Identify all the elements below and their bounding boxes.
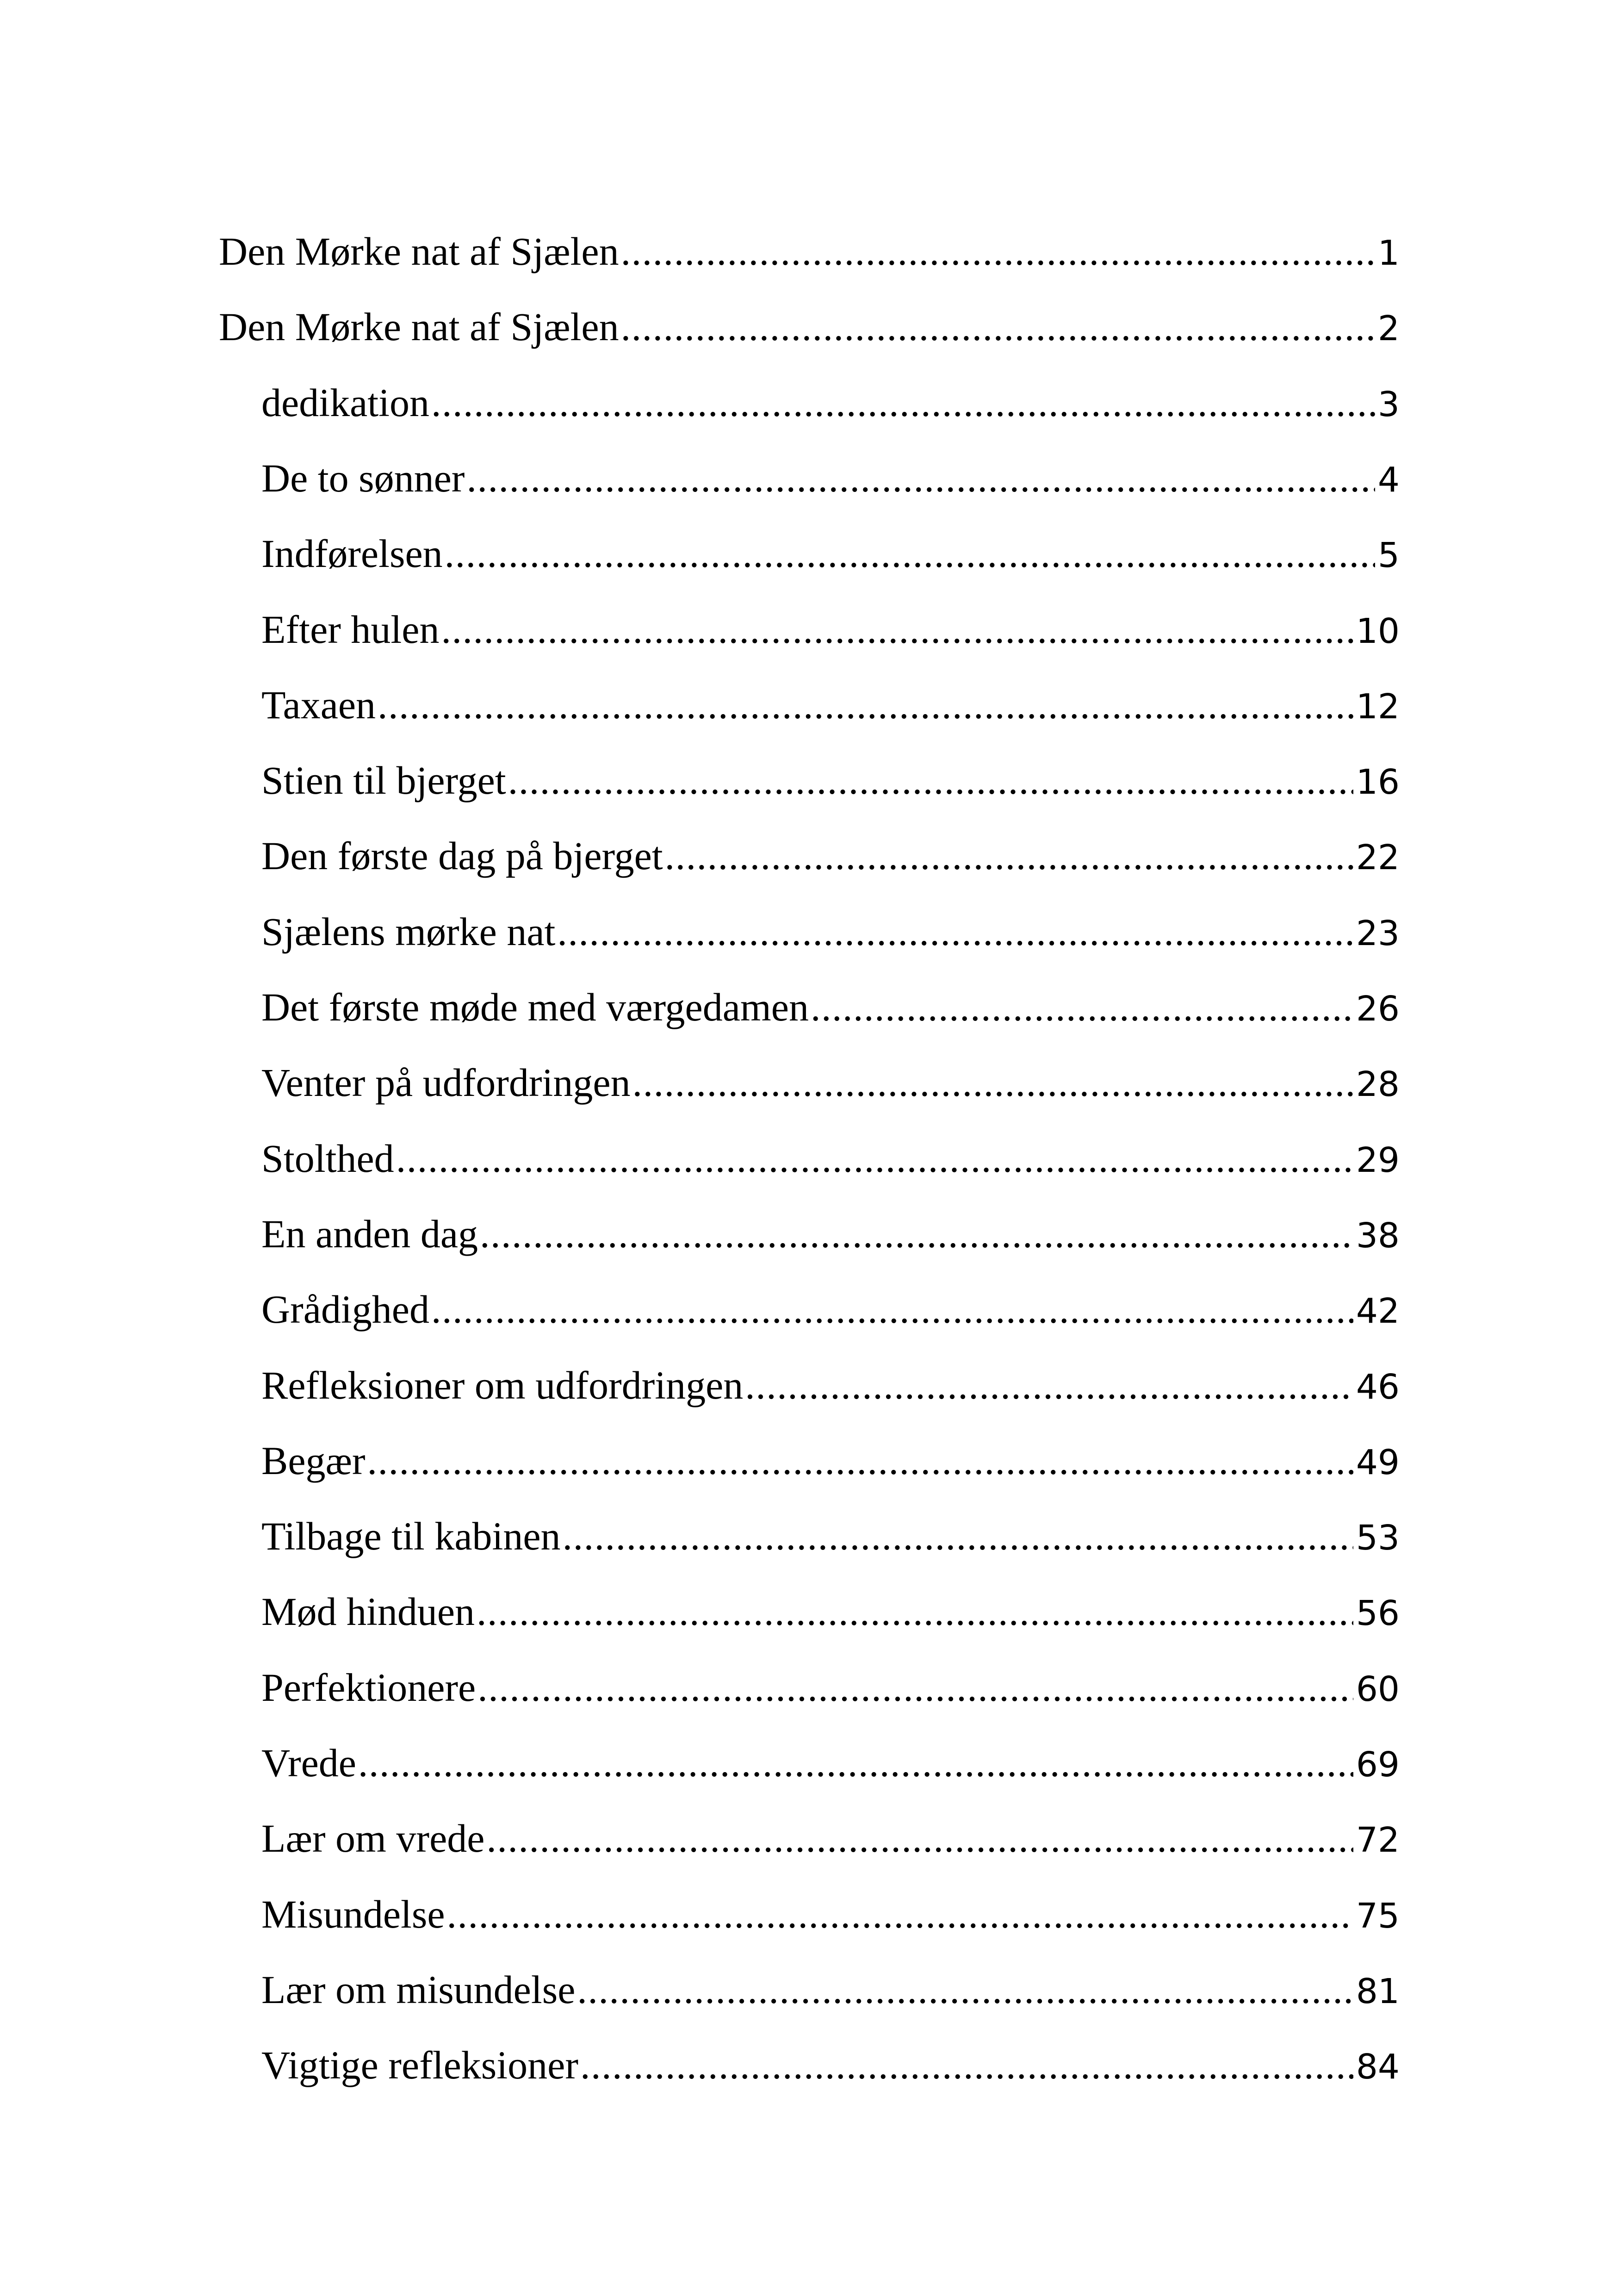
toc-entry[interactable] bbox=[261, 1284, 1400, 1335]
toc-entry-title: Efter hulen bbox=[261, 607, 440, 652]
toc-entry-page-number: 16 bbox=[1356, 762, 1400, 802]
toc-entry-title: Perfektionere bbox=[261, 1665, 476, 1710]
toc-entry-page-number: 26 bbox=[1356, 989, 1400, 1029]
toc-entry-title: Tilbage til kabinen bbox=[261, 1514, 561, 1558]
toc-entry-page-number: 46 bbox=[1356, 1367, 1400, 1407]
toc-dot-leader bbox=[665, 830, 1353, 881]
toc-entry-title: Taxaen bbox=[261, 683, 376, 727]
toc-entry-page-number: 23 bbox=[1356, 914, 1400, 953]
toc-dot-leader bbox=[378, 679, 1353, 730]
toc-entry-page-number: 81 bbox=[1356, 1972, 1400, 2011]
toc-entry[interactable] bbox=[261, 453, 1400, 504]
toc-dot-leader bbox=[477, 1662, 1353, 1713]
toc-entry-title: Sjælens mørke nat bbox=[261, 909, 556, 954]
toc-entry[interactable] bbox=[261, 755, 1400, 806]
toc-entry-page-number: 60 bbox=[1356, 1669, 1400, 1709]
toc-dot-leader bbox=[557, 906, 1353, 957]
toc-entry-title: Grådighed bbox=[261, 1287, 429, 1332]
toc-entry-page-number: 22 bbox=[1356, 838, 1400, 877]
toc-entry-page-number: 69 bbox=[1356, 1745, 1400, 1785]
toc-dot-leader bbox=[477, 1586, 1353, 1637]
toc-entry[interactable] bbox=[261, 830, 1400, 881]
toc-entry-title: Misundelse bbox=[261, 1892, 445, 1936]
toc-entry-title: Stolthed bbox=[261, 1136, 394, 1181]
toc-entry[interactable] bbox=[261, 1586, 1400, 1637]
toc-dot-leader bbox=[466, 453, 1375, 504]
toc-entry[interactable] bbox=[219, 301, 1400, 352]
toc-dot-leader bbox=[358, 1737, 1353, 1788]
toc-entry-page-number: 75 bbox=[1356, 1896, 1400, 1936]
toc-entry-title: Den Mørke nat af Sjælen bbox=[219, 229, 619, 274]
toc-entry-page-number: 12 bbox=[1356, 687, 1400, 727]
toc-dot-leader bbox=[580, 2040, 1353, 2091]
toc-dot-leader bbox=[431, 1284, 1353, 1335]
toc-dot-leader bbox=[508, 755, 1353, 806]
toc-entry-page-number: 2 bbox=[1377, 309, 1400, 348]
toc-entry-title: Mød hinduen bbox=[261, 1589, 475, 1634]
toc-dot-leader bbox=[396, 1133, 1353, 1184]
toc-entry[interactable] bbox=[261, 528, 1400, 579]
toc-entry-title: Stien til bjerget bbox=[261, 758, 506, 803]
toc-entry[interactable] bbox=[261, 982, 1400, 1033]
toc-entry-title: Venter på udfordringen bbox=[261, 1060, 631, 1105]
toc-dot-leader bbox=[447, 1889, 1353, 1940]
toc-entry-title: Vrede bbox=[261, 1741, 356, 1785]
toc-entry[interactable] bbox=[261, 1435, 1400, 1486]
toc-entry-page-number: 84 bbox=[1356, 2047, 1400, 2087]
toc-dot-leader bbox=[563, 1511, 1353, 1562]
toc-entry[interactable] bbox=[219, 226, 1400, 277]
toc-entry[interactable] bbox=[261, 906, 1400, 957]
toc-entry-title: Indførelsen bbox=[261, 531, 443, 576]
toc-entry[interactable] bbox=[261, 604, 1400, 655]
toc-dot-leader bbox=[621, 226, 1375, 277]
toc-entry-title: dedikation bbox=[261, 380, 430, 425]
toc-entry-page-number: 1 bbox=[1377, 233, 1400, 273]
toc-entry-page-number: 49 bbox=[1356, 1443, 1400, 1482]
toc-dot-leader bbox=[811, 982, 1353, 1033]
toc-entry-title: Vigtige refleksioner bbox=[261, 2043, 578, 2087]
toc-dot-leader bbox=[621, 301, 1375, 352]
toc-entry-title: Begær bbox=[261, 1438, 366, 1483]
toc-entry-page-number: 3 bbox=[1377, 385, 1400, 424]
toc-entry-title: Lær om misundelse bbox=[261, 1967, 576, 2012]
toc-entry-page-number: 42 bbox=[1356, 1291, 1400, 1331]
toc-entry-page-number: 28 bbox=[1356, 1064, 1400, 1104]
toc-entry[interactable] bbox=[261, 1208, 1400, 1259]
toc-entry[interactable] bbox=[261, 1057, 1400, 1108]
toc-entry[interactable] bbox=[261, 1133, 1400, 1184]
toc-entry-title: Lær om vrede bbox=[261, 1816, 485, 1860]
toc-entry[interactable] bbox=[261, 377, 1400, 428]
toc-entry-page-number: 5 bbox=[1377, 535, 1400, 575]
toc-entry[interactable] bbox=[261, 1511, 1400, 1562]
toc-entry-page-number: 72 bbox=[1356, 1820, 1400, 1860]
toc-entry[interactable] bbox=[261, 1813, 1400, 1864]
toc-entry[interactable] bbox=[261, 1662, 1400, 1713]
toc-dot-leader bbox=[445, 528, 1375, 579]
toc-entry-title: Refleksioner om udfordringen bbox=[261, 1363, 744, 1407]
toc-dot-leader bbox=[577, 1964, 1353, 2015]
toc-entry-page-number: 29 bbox=[1356, 1140, 1400, 1180]
toc-entry-title: En anden dag bbox=[261, 1212, 478, 1256]
toc-dot-leader bbox=[480, 1208, 1353, 1259]
toc-dot-leader bbox=[632, 1057, 1353, 1108]
toc-dot-leader bbox=[367, 1435, 1353, 1486]
toc-entry-page-number: 56 bbox=[1356, 1593, 1400, 1633]
toc-entry-page-number: 38 bbox=[1356, 1216, 1400, 1256]
toc-entry[interactable] bbox=[261, 1360, 1400, 1411]
toc-entry-page-number: 4 bbox=[1377, 460, 1400, 500]
toc-dot-leader bbox=[441, 604, 1353, 655]
toc-entry[interactable] bbox=[261, 679, 1400, 730]
toc-dot-leader bbox=[486, 1813, 1353, 1864]
toc-entry[interactable] bbox=[261, 2040, 1400, 2091]
toc-entry[interactable] bbox=[261, 1737, 1400, 1788]
toc-dot-leader bbox=[431, 377, 1375, 428]
toc-entry[interactable] bbox=[261, 1889, 1400, 1940]
toc-entry-page-number: 53 bbox=[1356, 1518, 1400, 1558]
toc-dot-leader bbox=[745, 1360, 1353, 1411]
toc-entry-page-number: 10 bbox=[1356, 611, 1400, 651]
toc-entry-title: Det første møde med værgedamen bbox=[261, 985, 809, 1029]
toc-entry-title: Den Mørke nat af Sjælen bbox=[219, 305, 619, 349]
toc-entry-title: Den første dag på bjerget bbox=[261, 834, 663, 878]
toc-entry-title: De to sønner bbox=[261, 456, 465, 500]
toc-entry[interactable] bbox=[261, 1964, 1400, 2015]
